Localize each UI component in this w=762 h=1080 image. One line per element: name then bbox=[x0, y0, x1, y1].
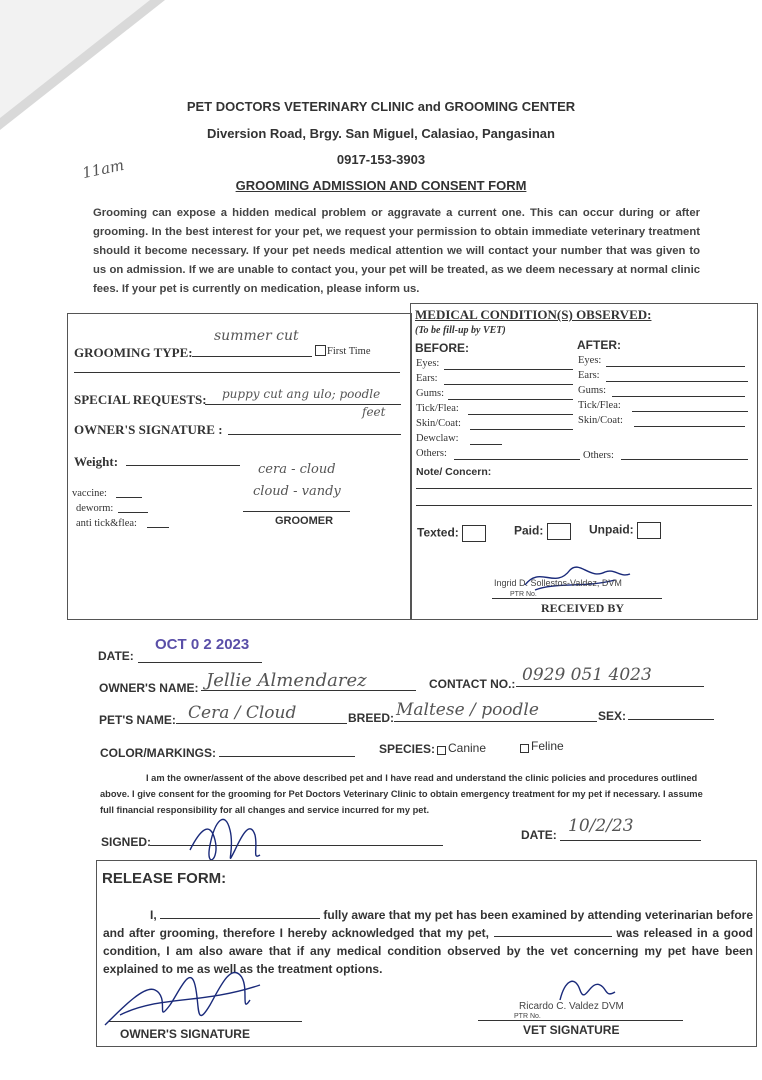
groomer-names-1: cera - cloud bbox=[258, 462, 336, 477]
breed-value: Maltese / poodle bbox=[396, 700, 539, 720]
release-pet-blank[interactable] bbox=[494, 926, 612, 937]
before-item: Others: bbox=[416, 448, 576, 463]
date2-line bbox=[560, 840, 701, 841]
anti-tick-line bbox=[147, 527, 169, 528]
release-text-b: fully aware that my pet has been examined by attending veterinarian before and after grooming, therefore I hereby acknowledged that my pet, bbox=[103, 908, 753, 940]
paid-label: Paid: bbox=[514, 523, 544, 538]
canine-label: Canine bbox=[448, 741, 487, 755]
clinic-address: Diversion Road, Brgy. San Miguel, Calasiao, Pangasinan bbox=[207, 126, 555, 141]
before-item: Eyes: bbox=[416, 358, 576, 373]
contact-label: CONTACT NO.: bbox=[429, 677, 516, 691]
contact-line bbox=[516, 686, 704, 687]
clinic-name: PET DOCTORS VETERINARY CLINIC and GROOMING CENTER bbox=[186, 99, 576, 114]
after-list bbox=[578, 355, 748, 430]
first-time-checkbox[interactable] bbox=[315, 345, 326, 356]
pet-name-label: PET'S NAME: bbox=[99, 713, 176, 727]
groomer-label: GROOMER bbox=[275, 515, 334, 527]
grooming-type-value: summer cut bbox=[214, 328, 299, 344]
before-item: Tick/Flea: bbox=[416, 403, 576, 418]
groomer-line bbox=[243, 511, 350, 512]
signed-label: SIGNED: bbox=[101, 835, 152, 849]
sex-label: SEX: bbox=[598, 709, 627, 723]
date-label: DATE: bbox=[98, 649, 134, 663]
vet-signature-label: VET SIGNATURE bbox=[523, 1023, 620, 1037]
time-note: 11am bbox=[80, 155, 126, 183]
owner-signature-label: OWNER'S SIGNATURE : bbox=[74, 422, 223, 437]
after-item: Ears: bbox=[578, 370, 748, 385]
feline-label: Feline bbox=[531, 739, 564, 753]
unpaid-field bbox=[589, 522, 661, 539]
grooming-type-line bbox=[192, 356, 312, 357]
after-others-line bbox=[621, 459, 748, 460]
intro-paragraph: Grooming can expose a hidden medical problem or aggravate a current one. This can occur during or after grooming. In the best interest for your pet, we request your permission to obtain immediate veterinary treatment should it become necessary. If your pet needs medical attention we will contact your number that was given to us on admission. If we are unable to contact you, your pet will be treated, as we deem necessary at normal clinic fees. If your pet is currently on medication, please inform us. bbox=[93, 207, 700, 295]
pet-name-line bbox=[176, 723, 347, 724]
before-list bbox=[416, 358, 576, 463]
release-vet-name: Ricardo C. Valdez DVM bbox=[519, 1001, 624, 1012]
vet-ptr-label: PTR No. bbox=[510, 591, 537, 598]
owner-name-line bbox=[201, 690, 416, 691]
before-item: Skin/Coat: bbox=[416, 418, 576, 433]
deworm-label: deworm: bbox=[76, 503, 114, 514]
owner-name-value: Jellie Almendarez bbox=[206, 670, 367, 691]
date2-label: DATE: bbox=[521, 828, 557, 842]
special-requests-label: SPECIAL REQUESTS: bbox=[74, 392, 207, 407]
anti-tick-label: anti tick&flea: bbox=[76, 518, 137, 529]
special-requests-value-2: feet bbox=[362, 405, 386, 419]
note-line-2 bbox=[416, 505, 752, 506]
before-item: Ears: bbox=[416, 373, 576, 388]
color-line bbox=[219, 756, 355, 757]
date2-value: 10/2/23 bbox=[568, 816, 634, 836]
deworm-line bbox=[118, 512, 148, 513]
note-label: Note/ Concern: bbox=[416, 466, 492, 478]
release-title: RELEASE FORM: bbox=[102, 870, 227, 887]
clinic-phone: 0917-153-3903 bbox=[336, 152, 426, 167]
weight-line bbox=[126, 465, 240, 466]
before-item: Gums: bbox=[416, 388, 576, 403]
texted-field bbox=[417, 525, 486, 542]
medical-title: MEDICAL CONDITION(S) OBSERVED: bbox=[415, 307, 652, 322]
vaccine-line bbox=[116, 497, 142, 498]
grooming-extra-line bbox=[74, 372, 400, 373]
after-item: Eyes: bbox=[578, 355, 748, 370]
unpaid-checkbox[interactable] bbox=[637, 522, 661, 539]
breed-label: BREED: bbox=[348, 711, 395, 725]
paid-field bbox=[514, 523, 571, 540]
received-by-line bbox=[492, 598, 662, 599]
groomer-names-2: cloud - vandy bbox=[253, 484, 341, 499]
color-label: COLOR/MARKINGS: bbox=[100, 746, 216, 760]
texted-checkbox[interactable] bbox=[462, 525, 486, 542]
special-requests-value: puppy cut ang ulo; poodle bbox=[222, 387, 381, 401]
after-item: Gums: bbox=[578, 385, 748, 400]
consent-paragraph: I am the owner/assent of the above described pet and I have read and understand the clinic policies and procedures outlined above. I give consent for the grooming for Pet Doctors Veterinary Clinic to obtain emergency treatment for my pet if necessary. I assume full financial responsibility for all changes and service incurred for my pet. bbox=[100, 773, 703, 815]
vaccine-label: vaccine: bbox=[72, 488, 107, 499]
before-item: Dewclaw: bbox=[416, 433, 576, 448]
vet-signature-line bbox=[478, 1020, 683, 1021]
received-by-label: RECEIVED BY bbox=[541, 601, 625, 615]
feline-checkbox[interactable] bbox=[520, 744, 529, 753]
after-others-label: Others: bbox=[583, 450, 614, 461]
date-line bbox=[138, 662, 262, 663]
grooming-type-label: GROOMING TYPE: bbox=[74, 345, 193, 360]
form-title: GROOMING ADMISSION AND CONSENT FORM bbox=[235, 178, 527, 193]
first-time-label: First Time bbox=[327, 346, 371, 357]
owner-name-label: OWNER'S NAME: bbox=[99, 681, 199, 695]
release-text-a: I, bbox=[150, 908, 161, 922]
breed-line bbox=[394, 721, 597, 722]
pet-name-value: Cera / Cloud bbox=[188, 703, 297, 723]
after-item: Tick/Flea: bbox=[578, 400, 748, 415]
release-vet-ptr: PTR No. bbox=[514, 1013, 541, 1020]
release-owner-blank[interactable] bbox=[160, 908, 320, 919]
note-line-1 bbox=[416, 488, 752, 489]
before-label: BEFORE: bbox=[415, 341, 469, 355]
contact-value: 0929 051 4023 bbox=[522, 665, 652, 685]
texted-label: Texted: bbox=[417, 525, 459, 540]
weight-label: Weight: bbox=[74, 454, 119, 469]
owner-signature-line-release bbox=[109, 1021, 302, 1022]
owner-signature-release-label: OWNER'S SIGNATURE bbox=[120, 1027, 250, 1041]
paid-checkbox[interactable] bbox=[547, 523, 571, 540]
unpaid-label: Unpaid: bbox=[589, 522, 634, 537]
sex-line bbox=[628, 719, 714, 720]
vet-name-stamp: Ingrid D. Sollestos-Valdez, DVM bbox=[494, 578, 622, 588]
medical-subtitle: (To be fill-up by VET) bbox=[415, 325, 506, 336]
after-item: Skin/Coat: bbox=[578, 415, 748, 430]
canine-checkbox[interactable] bbox=[437, 746, 446, 755]
after-label: AFTER: bbox=[577, 338, 621, 352]
species-label: SPECIES: bbox=[379, 742, 436, 756]
owner-signature-line bbox=[228, 434, 401, 435]
release-text-c: was released in a good condition, I am also aware that if any medical condition observed by the vet concerning my pet have been explained to me as well as the treatment options. bbox=[103, 926, 753, 976]
date-stamp: OCT 0 2 2023 bbox=[155, 636, 250, 653]
